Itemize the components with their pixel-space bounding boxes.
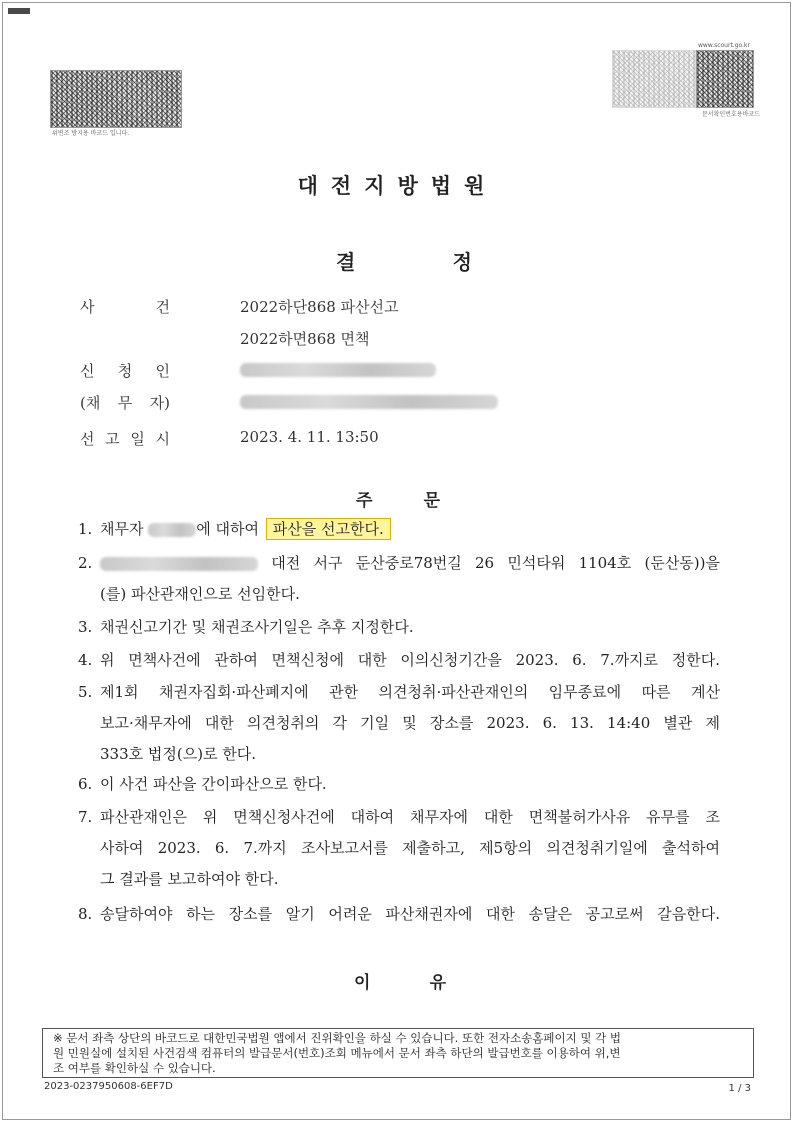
notice-line: ※ 문서 좌측 상단의 바코드로 대한민국법원 앱에서 진위확인을 하실 수 있습니다. 또한 전자소송홈페이지 및 각 법 <box>53 1031 622 1045</box>
document-title-char: 결 <box>336 250 356 274</box>
forgery-prevention-barcode <box>50 70 182 128</box>
case-row-date <box>80 428 720 452</box>
order-item-4: 4. 위 면책사건에 관하여 면책신청에 대한 이의신청기간을 2023. 6. 7.까지로 정한다. <box>78 651 720 669</box>
case-label: 신 청 인 <box>80 362 170 380</box>
case-row-applicant <box>80 360 720 384</box>
case-label: 선 고 일 시 <box>80 430 170 448</box>
trustee-name-redacted <box>100 557 258 571</box>
document-title-char: 정 <box>452 250 472 274</box>
case-number-discharge: 2022하면868 면책 <box>240 330 370 348</box>
notice-line: 원 민원실에 설치된 사건검색 컴퓨터의 발급문서(번호)조회 메뉴에서 문서 좌측 하단의 발급번호를 이용하여 위,변 <box>53 1046 621 1060</box>
bankruptcy-highlight: 파산을 선고한다. <box>266 518 391 540</box>
document-title <box>336 246 472 275</box>
debtor-name-redacted <box>148 523 196 537</box>
order-item-8: 8. 송달하여야 하는 장소를 알기 어려운 파산채권자에 대한 송달은 공고로써 갈음한다. <box>78 905 720 923</box>
scourt-url: www.scourt.go.kr <box>698 42 750 49</box>
verification-notice <box>42 1028 754 1078</box>
notice-line: 조 여부를 확인하실 수 있습니다. <box>53 1061 216 1075</box>
left-barcode-caption: 위변조 방지용 바코드 입니다. <box>52 130 130 137</box>
order-heading: 주 문 <box>356 491 440 511</box>
order-item-5: 5. 제1회 채권자집회·파산폐지에 관한 의견청취·파산관재인의 임무종료에 따른 계산 보고·채무자에 대한 의견청취의 각 기일 및 장소를 2023. 6. 13. 14:40 별관 제 333호 법정(으)로 한다. <box>78 683 720 763</box>
document-check-barcode <box>696 50 754 108</box>
page-number: 1 / 3 <box>728 1083 751 1094</box>
order-item-3: 3. 채권신고기간 및 채권조사기일은 추후 지정한다. <box>78 618 414 636</box>
order-item-1: 1. 채무자 에 대하여 파산을 선고한다. <box>78 514 720 545</box>
order-item-6: 6. 이 사건 파산을 간이파산으로 한다. <box>78 775 327 793</box>
order-item-2: 2. 대전 서구 둔산중로78번길 26 민석타워 1104호 (둔산동))을 (를) 파산관재인으로 선임한다. <box>78 554 720 603</box>
faded-barcode <box>612 50 696 108</box>
order-item-7: 7. 파산관재인은 위 면책신청사건에 대하여 채무자에 대한 면책불허가사유 유무를 조 사하여 2023. 6. 7.까지 조사보고서를 제출하고, 제5항의 의견청취기일에 출석하여 그 결과를 보고하여야 한다. <box>78 808 720 888</box>
debtor-address-redacted <box>240 392 498 410</box>
pronouncement-datetime: 2023. 4. 11. 13:50 <box>240 428 379 446</box>
reason-heading: 이 유 <box>354 973 446 993</box>
applicant-redacted <box>240 360 436 378</box>
corner-mark <box>8 8 30 14</box>
case-row-debtor <box>80 392 720 416</box>
case-row-case <box>80 296 720 320</box>
court-name: 대전지방법원 <box>297 174 498 198</box>
case-row-discharge <box>80 328 720 352</box>
right-barcode-caption: 문서확인번호용바코드 <box>702 111 760 118</box>
issuance-number: 2023-0237950608-6EF7D <box>44 1081 173 1092</box>
case-number-bankruptcy: 2022하단868 파산선고 <box>240 298 399 316</box>
case-label: (채 무 자) <box>80 394 170 412</box>
case-label: 사 건 <box>80 298 170 316</box>
